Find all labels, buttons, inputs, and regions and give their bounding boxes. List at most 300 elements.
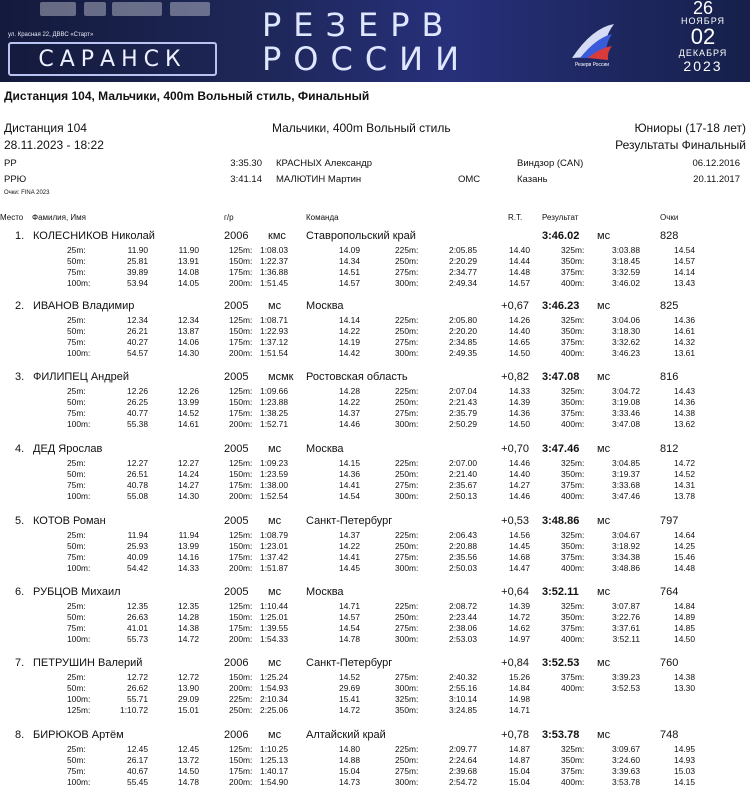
record-team: ОМС	[458, 174, 481, 185]
split-cumulative-time: 3:22.76	[612, 612, 640, 622]
split-distance: 150m:	[229, 469, 253, 479]
split-distance: 125m:	[229, 458, 253, 468]
split-distance: 325m:	[561, 530, 585, 540]
split-distance: 400m:	[561, 348, 585, 358]
place-number: 1.	[15, 230, 25, 242]
split-cumulative-time: 2:50.03	[449, 563, 477, 573]
col-name: Фамилия, Имя	[32, 213, 86, 222]
split-lap-time: 11.90	[178, 245, 199, 255]
split-lap-time: 13.72	[178, 755, 199, 765]
split-cumulative-time: 3:10.14	[449, 694, 477, 704]
split-cumulative-time: 2:20.29	[449, 256, 477, 266]
split-lap-time: 14.73	[339, 777, 360, 787]
event-label: Мальчики, 400m Вольный стиль	[272, 121, 451, 135]
split-lap-time: 14.05	[178, 278, 199, 288]
split-distance: 150m:	[229, 612, 253, 622]
split-lap-time: 13.30	[674, 683, 695, 693]
split-cumulative-time: 2:25.06	[260, 705, 288, 715]
split-lap-time: 14.72	[509, 612, 530, 622]
split-cumulative-time: 3:19.37	[612, 469, 640, 479]
split-lap-time: 14.78	[339, 634, 360, 644]
split-cumulative-time: 1:08.71	[260, 315, 288, 325]
split-distance: 200m:	[229, 777, 253, 787]
split-distance: 75m:	[67, 408, 86, 418]
split-distance: 25m:	[67, 458, 86, 468]
split-distance: 200m:	[229, 563, 253, 573]
split-distance: 125m:	[229, 530, 253, 540]
final-time: 3:47.46	[542, 443, 580, 455]
split-cumulative-time: 40.27	[127, 337, 148, 347]
reaction-time: +0,64	[501, 586, 529, 598]
split-distance: 25m:	[67, 744, 86, 754]
split-lap-time: 14.36	[674, 315, 695, 325]
split-cumulative-time: 40.09	[127, 552, 148, 562]
qualification-category: мс	[597, 657, 611, 669]
split-cumulative-time: 2:23.44	[449, 612, 477, 622]
split-lap-time: 14.64	[674, 530, 695, 540]
split-lap-time: 14.46	[339, 419, 360, 429]
split-cumulative-time: 12.26	[127, 386, 148, 396]
split-cumulative-time: 3:24.60	[612, 755, 640, 765]
split-distance: 150m:	[229, 672, 253, 682]
split-cumulative-time: 1:23.59	[260, 469, 288, 479]
split-lap-time: 14.93	[674, 755, 695, 765]
split-cumulative-time: 40.78	[127, 480, 148, 490]
split-lap-time: 13.90	[178, 683, 199, 693]
split-cumulative-time: 1:08.03	[260, 245, 288, 255]
split-lap-time: 14.56	[509, 530, 530, 540]
record-place: Виндзор (CAN)	[517, 158, 584, 169]
split-distance: 100m:	[67, 348, 91, 358]
date-end-month: ДЕКАБРЯ	[678, 48, 728, 58]
split-cumulative-time: 3:46.02	[612, 278, 640, 288]
split-cumulative-time: 26.51	[127, 469, 148, 479]
split-lap-time: 14.54	[339, 623, 360, 633]
split-distance: 275m:	[395, 552, 419, 562]
split-cumulative-time: 2:55.16	[449, 683, 477, 693]
split-distance: 100m:	[67, 634, 91, 644]
split-cumulative-time: 3:04.06	[612, 315, 640, 325]
col-team: Команда	[306, 213, 339, 222]
split-cumulative-time: 2:49.35	[449, 348, 477, 358]
split-cumulative-time: 2:35.67	[449, 480, 477, 490]
split-cumulative-time: 1:52.71	[260, 419, 288, 429]
athlete-name: РУБЦОВ Михаил	[33, 586, 121, 598]
split-distance: 400m:	[561, 278, 585, 288]
split-lap-time: 14.33	[509, 386, 530, 396]
split-cumulative-time: 2:49.34	[449, 278, 477, 288]
final-time: 3:46.23	[542, 300, 580, 312]
split-distance: 375m:	[561, 267, 585, 277]
split-lap-time: 11.94	[178, 530, 199, 540]
birth-year: 2006	[224, 657, 249, 669]
split-lap-time: 14.46	[509, 491, 530, 501]
reaction-time: +0,78	[501, 729, 529, 741]
split-lap-time: 14.14	[339, 315, 360, 325]
points-note: Очки: FINA 2023	[4, 190, 50, 196]
fina-points: 764	[660, 586, 679, 598]
split-distance: 100m:	[67, 278, 91, 288]
fina-points: 812	[660, 443, 679, 455]
split-lap-time: 14.27	[178, 480, 199, 490]
qualification-category: мс	[597, 443, 611, 455]
split-lap-time: 14.80	[339, 744, 360, 754]
split-distance: 325m:	[395, 694, 419, 704]
split-cumulative-time: 2:21.43	[449, 397, 477, 407]
split-distance: 300m:	[395, 419, 419, 429]
birth-year: 2005	[224, 443, 249, 455]
split-distance: 350m:	[561, 326, 585, 336]
split-cumulative-time: 2:06.43	[449, 530, 477, 540]
split-cumulative-time: 1:25.13	[260, 755, 288, 765]
split-distance: 375m:	[561, 480, 585, 490]
split-cumulative-time: 2:20.88	[449, 541, 477, 551]
split-cumulative-time: 55.71	[127, 694, 148, 704]
split-cumulative-time: 1:54.93	[260, 683, 288, 693]
split-distance: 375m:	[561, 408, 585, 418]
split-lap-time: 14.40	[509, 326, 530, 336]
split-distance: 150m:	[229, 256, 253, 266]
split-distance: 200m:	[229, 634, 253, 644]
split-lap-time: 14.38	[178, 623, 199, 633]
split-cumulative-time: 2:35.79	[449, 408, 477, 418]
col-result: Результат	[542, 213, 579, 222]
split-distance: 350m:	[561, 256, 585, 266]
athlete-rank: мс	[268, 300, 282, 312]
sponsor-logos	[40, 2, 240, 20]
split-cumulative-time: 1:10.25	[260, 744, 288, 754]
brand-name: Резерв России	[574, 62, 610, 68]
event-banner	[0, 0, 750, 82]
split-distance: 125m:	[229, 744, 253, 754]
split-cumulative-time: 1:22.93	[260, 326, 288, 336]
split-lap-time: 14.50	[509, 348, 530, 358]
split-lap-time: 15.01	[178, 705, 199, 715]
split-lap-time: 14.88	[339, 755, 360, 765]
split-lap-time: 13.99	[178, 541, 199, 551]
athlete-name: ИВАНОВ Владимир	[33, 300, 135, 312]
split-lap-time: 14.72	[674, 458, 695, 468]
split-lap-time: 14.71	[509, 705, 530, 715]
split-cumulative-time: 25.93	[127, 541, 148, 551]
split-lap-time: 14.41	[339, 552, 360, 562]
split-lap-time: 14.43	[674, 386, 695, 396]
split-distance: 225m:	[395, 530, 419, 540]
split-lap-time: 14.50	[178, 766, 199, 776]
split-distance: 75m:	[67, 552, 86, 562]
split-cumulative-time: 2:34.85	[449, 337, 477, 347]
place-number: 3.	[15, 371, 25, 383]
birth-year: 2005	[224, 300, 249, 312]
split-distance: 75m:	[67, 623, 86, 633]
split-lap-time: 14.32	[674, 337, 695, 347]
split-cumulative-time: 1:36.88	[260, 267, 288, 277]
split-lap-time: 14.87	[509, 744, 530, 754]
split-lap-time: 14.89	[674, 612, 695, 622]
split-lap-time: 13.87	[178, 326, 199, 336]
place-number: 6.	[15, 586, 25, 598]
split-lap-time: 14.50	[674, 634, 695, 644]
record-holder: КРАСНЫХ Александр	[276, 158, 373, 169]
split-lap-time: 14.52	[674, 469, 695, 479]
split-lap-time: 14.57	[509, 278, 530, 288]
split-cumulative-time: 3:39.23	[612, 672, 640, 682]
split-distance: 50m:	[67, 541, 86, 551]
col-year: г/р	[224, 213, 234, 222]
split-distance: 325m:	[561, 744, 585, 754]
split-cumulative-time: 54.57	[127, 348, 148, 358]
split-distance: 50m:	[67, 612, 86, 622]
split-cumulative-time: 55.45	[127, 777, 148, 787]
split-distance: 275m:	[395, 337, 419, 347]
split-distance: 325m:	[561, 458, 585, 468]
split-distance: 225m:	[395, 744, 419, 754]
split-cumulative-time: 2:40.32	[449, 672, 477, 682]
split-lap-time: 15.26	[509, 672, 530, 682]
place-number: 2.	[15, 300, 25, 312]
split-distance: 25m:	[67, 672, 86, 682]
split-lap-time: 12.34	[178, 315, 199, 325]
split-cumulative-time: 3:24.85	[449, 705, 477, 715]
final-time: 3:48.86	[542, 515, 580, 527]
team-name: Москва	[306, 586, 344, 598]
athlete-name: КОЛЕСНИКОВ Николай	[33, 230, 155, 242]
split-lap-time: 14.36	[674, 397, 695, 407]
split-cumulative-time: 25.81	[127, 256, 148, 266]
split-distance: 125m:	[229, 386, 253, 396]
split-cumulative-time: 2:38.06	[449, 623, 477, 633]
split-cumulative-time: 2:50.13	[449, 491, 477, 501]
split-distance: 50m:	[67, 469, 86, 479]
split-distance: 175m:	[229, 408, 253, 418]
split-cumulative-time: 3:52.53	[612, 683, 640, 693]
final-time: 3:47.08	[542, 371, 580, 383]
split-cumulative-time: 1:10.72	[120, 705, 148, 715]
document-title: Дистанция 104, Мальчики, 400m Вольный стиль, Финальный	[4, 89, 370, 103]
team-name: Москва	[306, 300, 344, 312]
split-cumulative-time: 2:07.04	[449, 386, 477, 396]
split-distance: 200m:	[229, 348, 253, 358]
split-distance: 225m:	[395, 386, 419, 396]
split-lap-time: 14.36	[509, 408, 530, 418]
split-lap-time: 12.72	[178, 672, 199, 682]
split-lap-time: 14.72	[178, 634, 199, 644]
team-name: Москва	[306, 443, 344, 455]
athlete-name: КОТОВ Роман	[33, 515, 106, 527]
split-lap-time: 14.19	[339, 337, 360, 347]
place-number: 4.	[15, 443, 25, 455]
split-distance: 250m:	[395, 469, 419, 479]
split-lap-time: 14.57	[674, 256, 695, 266]
split-cumulative-time: 3:07.87	[612, 601, 640, 611]
datetime-label: 28.11.2023 - 18:22	[4, 138, 104, 152]
split-lap-time: 29.09	[178, 694, 199, 704]
split-lap-time: 14.51	[339, 267, 360, 277]
split-cumulative-time: 40.77	[127, 408, 148, 418]
split-cumulative-time: 3:32.59	[612, 267, 640, 277]
split-distance: 350m:	[395, 705, 419, 715]
split-lap-time: 14.38	[674, 408, 695, 418]
split-cumulative-time: 3:04.72	[612, 386, 640, 396]
split-lap-time: 15.46	[674, 552, 695, 562]
split-distance: 75m:	[67, 480, 86, 490]
split-cumulative-time: 2:05.80	[449, 315, 477, 325]
split-distance: 225m:	[395, 601, 419, 611]
split-distance: 50m:	[67, 397, 86, 407]
split-distance: 100m:	[67, 419, 91, 429]
fina-points: 760	[660, 657, 679, 669]
split-cumulative-time: 3:48.86	[612, 563, 640, 573]
split-distance: 400m:	[561, 419, 585, 429]
split-cumulative-time: 1:38.25	[260, 408, 288, 418]
split-lap-time: 14.39	[509, 397, 530, 407]
split-lap-time: 14.25	[674, 541, 695, 551]
split-cumulative-time: 55.38	[127, 419, 148, 429]
qualification-category: мс	[597, 586, 611, 598]
split-cumulative-time: 2:34.77	[449, 267, 477, 277]
split-cumulative-time: 41.01	[127, 623, 148, 633]
split-distance: 200m:	[229, 491, 253, 501]
split-distance: 250m:	[229, 705, 253, 715]
split-cumulative-time: 2:21.40	[449, 469, 477, 479]
split-distance: 250m:	[395, 541, 419, 551]
split-cumulative-time: 3:46.23	[612, 348, 640, 358]
reaction-time: +0,84	[501, 657, 529, 669]
split-distance: 350m:	[561, 397, 585, 407]
split-cumulative-time: 12.34	[127, 315, 148, 325]
split-lap-time: 14.22	[339, 541, 360, 551]
team-name: Ростовская область	[306, 371, 408, 383]
qualification-category: мс	[597, 300, 611, 312]
split-lap-time: 14.84	[674, 601, 695, 611]
split-lap-time: 14.08	[178, 267, 199, 277]
qualification-category: мс	[597, 515, 611, 527]
split-cumulative-time: 3:34.38	[612, 552, 640, 562]
split-lap-time: 13.99	[178, 397, 199, 407]
split-distance: 225m:	[395, 458, 419, 468]
split-lap-time: 14.61	[178, 419, 199, 429]
split-lap-time: 15.04	[509, 766, 530, 776]
split-cumulative-time: 3:52.11	[612, 634, 640, 644]
fina-points: 828	[660, 230, 679, 242]
split-lap-time: 14.72	[339, 705, 360, 715]
split-cumulative-time: 3:04.67	[612, 530, 640, 540]
split-lap-time: 14.61	[674, 326, 695, 336]
fina-points: 816	[660, 371, 679, 383]
split-cumulative-time: 3:33.46	[612, 408, 640, 418]
split-distance: 400m:	[561, 563, 585, 573]
split-cumulative-time: 2:24.64	[449, 755, 477, 765]
reaction-time: +0,70	[501, 443, 529, 455]
place-number: 5.	[15, 515, 25, 527]
city-name: САРАНСК	[38, 46, 187, 72]
split-lap-time: 14.31	[674, 480, 695, 490]
split-cumulative-time: 1:54.90	[260, 777, 288, 787]
split-cumulative-time: 3:53.78	[612, 777, 640, 787]
split-distance: 300m:	[395, 777, 419, 787]
birth-year: 2005	[224, 371, 249, 383]
split-distance: 225m:	[395, 315, 419, 325]
split-lap-time: 14.87	[509, 755, 530, 765]
reaction-time: +0,82	[501, 371, 529, 383]
split-lap-time: 14.28	[339, 386, 360, 396]
athlete-name: ДЕД Ярослав	[33, 443, 103, 455]
split-lap-time: 14.52	[339, 672, 360, 682]
split-cumulative-time: 1:54.33	[260, 634, 288, 644]
age-group-label: Юниоры (17-18 лет)	[634, 121, 746, 135]
split-lap-time: 14.09	[339, 245, 360, 255]
place-number: 8.	[15, 729, 25, 741]
split-lap-time: 14.62	[509, 623, 530, 633]
athlete-rank: мс	[268, 586, 282, 598]
birth-year: 2006	[224, 230, 249, 242]
split-cumulative-time: 3:03.88	[612, 245, 640, 255]
split-cumulative-time: 11.94	[127, 530, 148, 540]
split-distance: 175m:	[229, 480, 253, 490]
split-lap-time: 14.46	[509, 458, 530, 468]
date-start-month: НОЯБРЯ	[680, 16, 725, 26]
split-distance: 200m:	[229, 419, 253, 429]
split-distance: 150m:	[229, 541, 253, 551]
split-lap-time: 14.26	[509, 315, 530, 325]
date-end-day: 02	[690, 24, 716, 49]
split-lap-time: 14.39	[509, 601, 530, 611]
split-distance: 350m:	[561, 469, 585, 479]
split-lap-time: 13.43	[674, 278, 695, 288]
split-distance: 300m:	[395, 491, 419, 501]
split-cumulative-time: 3:32.62	[612, 337, 640, 347]
split-cumulative-time: 11.90	[127, 245, 148, 255]
split-cumulative-time: 3:19.08	[612, 397, 640, 407]
split-distance: 25m:	[67, 245, 86, 255]
split-cumulative-time: 1:10.44	[260, 601, 288, 611]
split-distance: 100m:	[67, 694, 91, 704]
split-cumulative-time: 3:33.68	[612, 480, 640, 490]
birth-year: 2006	[224, 729, 249, 741]
split-lap-time: 15.04	[339, 766, 360, 776]
split-distance: 175m:	[229, 766, 253, 776]
split-lap-time: 14.16	[178, 552, 199, 562]
team-name: Алтайский край	[306, 729, 386, 741]
split-distance: 125m:	[229, 315, 253, 325]
split-distance: 50m:	[67, 755, 86, 765]
split-distance: 325m:	[561, 245, 585, 255]
qualification-category: мс	[597, 371, 611, 383]
event-year: 2023	[683, 58, 723, 74]
split-distance: 175m:	[229, 337, 253, 347]
split-cumulative-time: 2:50.29	[449, 419, 477, 429]
split-cumulative-time: 1:38.00	[260, 480, 288, 490]
record-code: РРЮ	[4, 174, 27, 185]
split-distance: 400m:	[561, 777, 585, 787]
split-lap-time: 14.28	[178, 612, 199, 622]
flag-logo-icon	[562, 18, 622, 68]
record-date: 06.12.2016	[692, 158, 740, 169]
split-lap-time: 13.61	[674, 348, 695, 358]
split-cumulative-time: 12.27	[127, 458, 148, 468]
split-lap-time: 14.06	[178, 337, 199, 347]
split-lap-time: 14.48	[674, 563, 695, 573]
split-cumulative-time: 2:08.72	[449, 601, 477, 611]
split-lap-time: 14.50	[509, 419, 530, 429]
split-lap-time: 14.38	[674, 672, 695, 682]
split-lap-time: 13.91	[178, 256, 199, 266]
event-dates	[660, 0, 746, 74]
split-distance: 250m:	[395, 326, 419, 336]
record-code: РР	[4, 158, 17, 169]
split-cumulative-time: 1:23.88	[260, 397, 288, 407]
split-cumulative-time: 3:47.08	[612, 419, 640, 429]
